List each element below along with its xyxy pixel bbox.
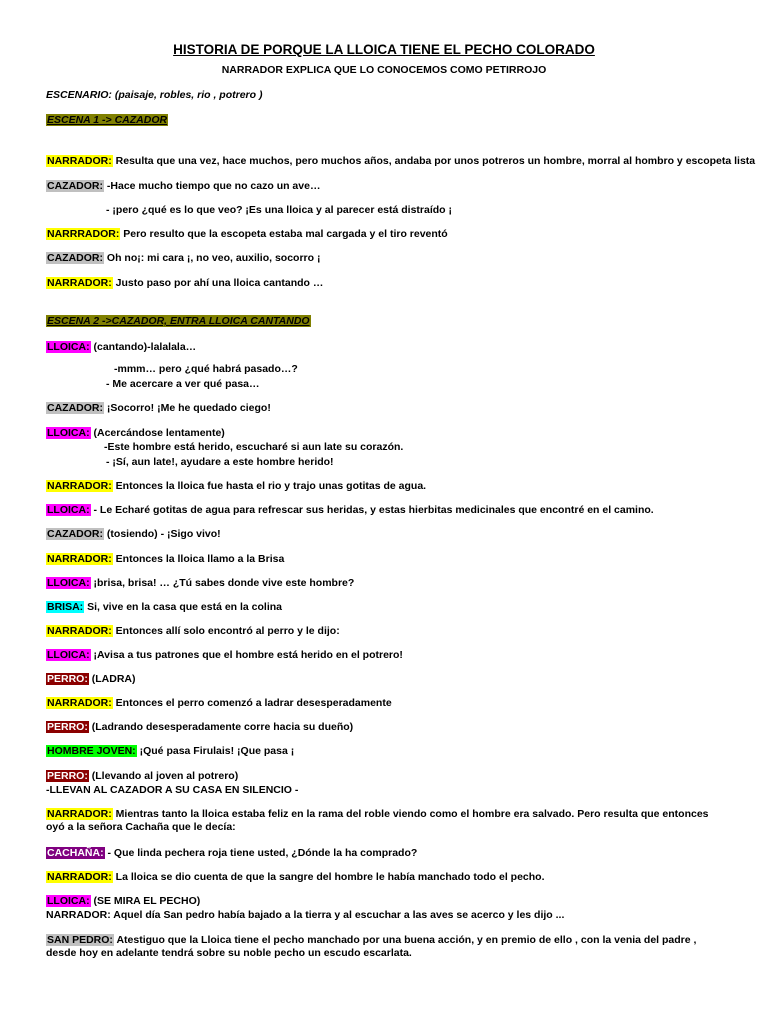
speaker-label: NARRADOR: [47, 808, 112, 820]
dialogue-line [106, 456, 334, 469]
dialogue-text: Si, vive en la casa que está en la colina [84, 601, 283, 613]
speaker-label: LLOICA: [47, 577, 90, 589]
speaker-label: CAZADOR: [47, 402, 103, 414]
dialogue-line [46, 770, 238, 783]
dialogue-text: ¡brisa, brisa! … ¿Tú sabes donde vive este hombre? [90, 577, 355, 589]
dialogue-line [46, 697, 392, 710]
dialogue-line [46, 808, 726, 834]
speaker-label: PERRO: [47, 770, 88, 782]
dialogue-line [46, 277, 323, 290]
dialogue-text: -mmm… pero ¿qué habrá pasado…? [114, 363, 298, 375]
dialogue-text: (Ladrando desesperadamente corre hacia su dueño) [88, 721, 354, 733]
dialogue-line [46, 721, 353, 734]
dialogue-text: Mientras tanto la lloica estaba feliz en la rama del roble viendo como el hombre era salvado. Pero resulta que entonces oyó a la señora Cachaña que le decía: [46, 808, 709, 833]
speaker-label: CAZADOR: [47, 528, 103, 540]
dialogue-line [46, 228, 448, 241]
dialogue-text: (cantando)-lalalala… [90, 341, 197, 353]
dialogue-line [46, 649, 403, 662]
dialogue-line [46, 528, 221, 541]
dialogue-line [46, 252, 320, 265]
speaker-label: CACHAÑA: [47, 847, 104, 859]
dialogue-text: Justo paso por ahí una lloica cantando … [112, 277, 324, 289]
dialogue-text: Entonces la lloica llamo a la Brisa [112, 553, 285, 565]
scene-2-heading [46, 315, 311, 328]
speaker-label: CAZADOR: [47, 180, 103, 192]
dialogue-text: Pero resulto que la escopeta estaba mal cargada y el tiro reventó [120, 228, 448, 240]
dialogue-text: - ¡Sí, aun late!, ayudare a este hombre herido! [106, 456, 334, 468]
dialogue-line [106, 204, 452, 217]
dialogue-text: ¡Socorro! ¡Me he quedado ciego! [104, 402, 271, 414]
dialogue-text: Atestiguo que la Lloica tiene el pecho manchado por una buena acción, y en premio de ello , con la venia del padre , desde hoy en adelante tendrá sobre su noble pecho un escudo escarlata. [46, 934, 697, 959]
dialogue-text: (LADRA) [88, 673, 136, 685]
dialogue-line [46, 577, 354, 590]
dialogue-line [46, 402, 271, 415]
speaker-label: NARRADOR: [47, 625, 112, 637]
speaker-label: SAN PEDRO: [47, 934, 113, 946]
dialogue-line [46, 745, 294, 758]
dialogue-text: -Hace mucho tiempo que no cazo un ave… [104, 180, 321, 192]
document-subtitle: NARRADOR EXPLICA QUE LO CONOCEMOS COMO PETIRROJO [221, 64, 547, 76]
speaker-label: NARRADOR: [47, 480, 112, 492]
dialogue-text: (SE MIRA EL PECHO) [90, 895, 201, 907]
dialogue-line [46, 427, 225, 440]
stage-direction [46, 784, 298, 797]
document-title: HISTORIA DE PORQUE LA LLOICA TIENE EL PECHO COLORADO [173, 42, 595, 57]
scenario-line [46, 89, 262, 102]
dialogue-line [46, 871, 545, 884]
speaker-label: LLOICA: [47, 504, 90, 516]
dialogue-text: ¡Qué pasa Firulais! ¡Que pasa ¡ [136, 745, 295, 757]
dialogue-text: -LLEVAN AL CAZADOR A SU CASA EN SILENCIO - [46, 784, 299, 796]
speaker-label: HOMBRE JOVEN: [47, 745, 136, 757]
speaker-label: CAZADOR: [47, 252, 103, 264]
dialogue-line [46, 625, 340, 638]
dialogue-line [46, 673, 136, 686]
speaker-label: PERRO: [47, 721, 88, 733]
speaker-label: NARRADOR: [47, 155, 112, 167]
dialogue-line [46, 847, 417, 860]
speaker-label: NARRADOR: [47, 697, 112, 709]
speaker-label: NARRADOR: [47, 871, 112, 883]
dialogue-line [46, 909, 564, 922]
dialogue-line [46, 155, 755, 168]
dialogue-text: -Este hombre está herido, escucharé si aun late su corazón. [104, 441, 404, 453]
dialogue-text: (Acercándose lentamente) [90, 427, 225, 439]
dialogue-text: La lloica se dio cuenta de que la sangre del hombre le había manchado todo el pecho. [112, 871, 545, 883]
dialogue-text: NARRADOR: Aquel día San pedro había bajado a la tierra y al escuchar a las aves se acerco y les dijo ... [46, 909, 565, 921]
speaker-label: NARRRADOR: [47, 228, 120, 240]
dialogue-line [46, 934, 726, 960]
scene-1-heading [46, 114, 168, 127]
dialogue-text: Entonces allí solo encontró al perro y le dijo: [112, 625, 340, 637]
dialogue-text: - Me acercare a ver qué pasa… [106, 378, 260, 390]
dialogue-line [46, 601, 282, 614]
speaker-label: LLOICA: [47, 341, 90, 353]
speaker-label: LLOICA: [47, 427, 90, 439]
speaker-label: PERRO: [47, 673, 88, 685]
speaker-label: BRISA: [47, 601, 84, 613]
dialogue-text: - Le Echaré gotitas de agua para refrescar sus heridas, y estas hierbitas medicinales que encontré en el camino. [90, 504, 654, 516]
dialogue-text: - ¡pero ¿qué es lo que veo? ¡Es una lloica y al parecer está distraído ¡ [106, 204, 453, 216]
scenario-text: (paisaje, robles, rio , potrero ) [111, 89, 263, 101]
dialogue-text: - Que linda pechera roja tiene usted, ¿Dónde la ha comprado? [104, 847, 418, 859]
dialogue-text: ¡Avisa a tus patrones que el hombre está herido en el potrero! [90, 649, 403, 661]
speaker-label: NARRADOR: [47, 277, 112, 289]
dialogue-line [106, 378, 260, 391]
dialogue-line [46, 180, 320, 193]
dialogue-line [46, 553, 284, 566]
dialogue-text: Entonces la lloica fue hasta el rio y trajo unas gotitas de agua. [112, 480, 427, 492]
dialogue-line [46, 895, 200, 908]
scene-2-label: ESCENA 2 ->CAZADOR, ENTRA LLOICA CANTANDO [47, 315, 310, 327]
speaker-label: LLOICA: [47, 649, 90, 661]
dialogue-text: Entonces el perro comenzó a ladrar desesperadamente [112, 697, 392, 709]
scenario-label: ESCENARIO: [46, 89, 112, 101]
dialogue-text: Resulta que una vez, hace muchos, pero muchos años, andaba por unos potreros un hombre, morral al hombro y escopeta lista [112, 155, 756, 167]
speaker-label: LLOICA: [47, 895, 90, 907]
dialogue-text: Oh no¡: mi cara ¡, no veo, auxilio, socorro ¡ [104, 252, 321, 264]
dialogue-text: (tosiendo) - ¡Sigo vivo! [104, 528, 221, 540]
dialogue-line [46, 480, 426, 493]
dialogue-line [46, 341, 196, 354]
dialogue-line [114, 363, 298, 376]
scene-1-label: ESCENA 1 -> CAZADOR [47, 114, 168, 126]
dialogue-text: (Llevando al joven al potrero) [88, 770, 239, 782]
dialogue-line [104, 441, 403, 454]
speaker-label: NARRADOR: [47, 553, 112, 565]
dialogue-line [46, 504, 654, 517]
